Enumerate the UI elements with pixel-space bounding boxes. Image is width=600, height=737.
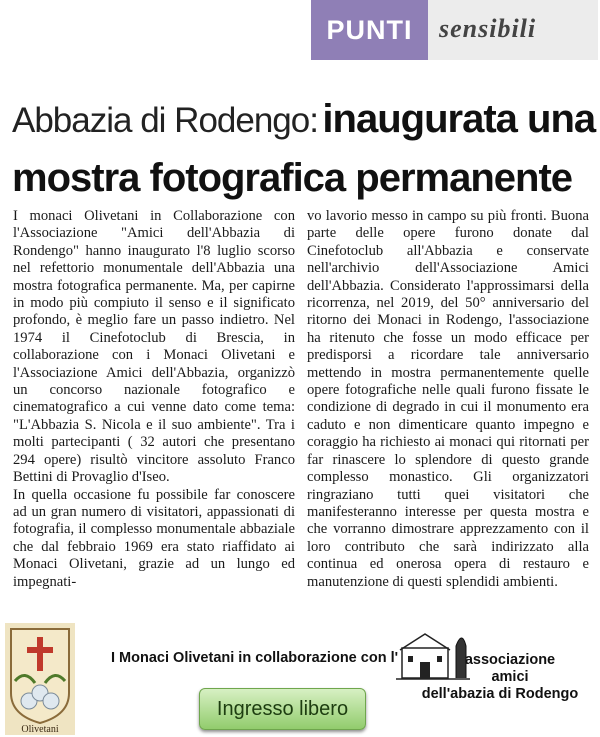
section-badge [311,0,428,60]
section-subtitle: sensibili [439,14,537,43]
headline-line-1 [12,94,596,153]
logo-caption: Olivetani [21,724,59,735]
free-entry-button[interactable]: Ingresso libero [199,688,366,730]
footer-banner [0,620,600,737]
article-paragraph: In quella occasione fu possibile far conoscere ad un gran numero di visitatori, appassionati di fotografia, il complesso monumentale abbaziale che dal febbraio 1969 era stato riaffidato ai Monaci Olivetani, grazie ad un lungo ed impegnati- [13,486,295,590]
association-line-2: amici [491,669,529,685]
article-headline [12,94,596,212]
article-body [13,208,589,591]
headline-line-2 [12,153,592,212]
article-column-2 [307,208,589,591]
headline-title-part-1: inaugurata una [322,97,596,141]
olivetani-crest-logo [5,623,75,735]
section-badge-label: PUNTI [326,14,413,45]
article-paragraph: I monaci Olivetani in Collaborazione con l'Associazione "Amici dell'Abbazia di Rondengo" hanno inaugurato l'8 luglio scorso nel refettorio monumentale dell'Abbazia una mostra fotografica permanente. Ma, per capirne in modo più compiuto il senso e il significato profondo, è meglio fare un passo indietro. Nel 1974 il Cinefotoclub di Brescia, in collaborazione con i Monaci Olivetani e l'Associazione Amici dell'Abbazia, organizzò un concorso nazionale fotografico e cinematografico a cui venne dato come tema: "L'Abbazia S. Nicola e il suo ambiente". Tra i molti partecipanti ( 32 autori che presentano 294 opere) risultò vincitore assoluto Franco Bettini di Provaglio d'Iseo. [13,208,295,486]
association-line-3: dell'abazia di Rodengo [421,686,579,702]
headline-title-part-2: mostra fotografica permanente [12,156,573,200]
article-paragraph: vo lavorio messo in campo su più fronti. Buona parte delle opere furono donate dal Cinefotoclub all'Abbazia e conservate nell'archivio dell'Associazione Amici dell'Abbazia. Considerato l'approssimarsi della ricorrenza, nel 2019, del 50° anniversario del ritorno dei Monaci in Rodengo, l'associazione ha ritenuto che fosse un modo efficace per predisporsi a ricordare tale anniversario mettendo in mostra permanentemente quelle opere fotografiche nelle quali furono fissate le condizione di degrado in cui il monumento era caduto e non dimenticare quanto impegno e coraggio ha richiesto ai monaci qui ritornati per far rinascere lo splendore di questo grande complesso monastico. Gli organizzatori ringraziano tutti quei visitatori che manifesteranno interesse per questa mostra e che vorranno dimostrare apprezzamento con il loro contributo che sarà indirizzato alla continua ed onerosa opera di restauro e manutenzione di questi splendidi ambienti. [307,208,589,590]
association-line-1: associazione [464,652,556,668]
article-column-1 [13,208,295,591]
section-banner [311,0,598,60]
collaboration-text: I Monaci Olivetani in collaborazione con l' [111,650,399,666]
headline-place: Abbazia di Rodengo: [12,101,318,140]
association-name [421,652,580,703]
